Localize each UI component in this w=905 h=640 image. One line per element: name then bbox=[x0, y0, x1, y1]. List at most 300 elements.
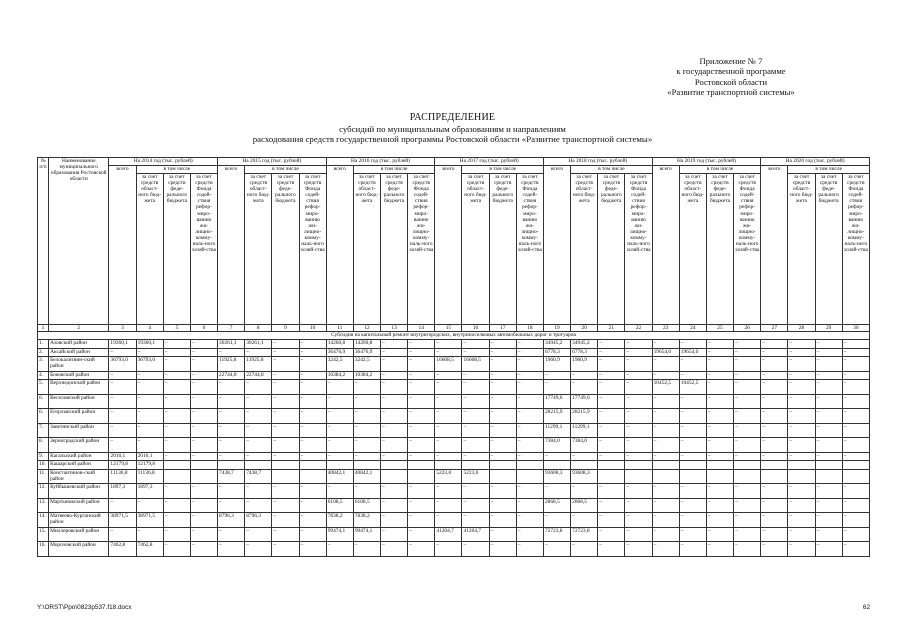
table-cell: – bbox=[353, 484, 380, 499]
table-cell: – bbox=[381, 348, 408, 357]
table-cell: – bbox=[381, 394, 408, 409]
table-cell: – bbox=[489, 371, 516, 380]
table-cell: – bbox=[299, 542, 326, 557]
table-cell: 38971,5 bbox=[109, 513, 136, 528]
table-cell bbox=[435, 461, 462, 470]
table-cell: – bbox=[353, 452, 380, 461]
table-cell: – bbox=[435, 394, 462, 409]
table-cell: – bbox=[625, 394, 652, 409]
table-cell: – bbox=[435, 371, 462, 380]
table-cell: – bbox=[598, 380, 625, 395]
table-cell: – bbox=[571, 513, 598, 528]
table-cell: – bbox=[652, 452, 679, 461]
table-cell: – bbox=[218, 348, 245, 357]
table-cell bbox=[598, 469, 625, 484]
table-cell: – bbox=[109, 409, 136, 424]
table-cell: – bbox=[136, 423, 163, 438]
table-cell: 2016,1 bbox=[136, 452, 163, 461]
table-cell: – bbox=[625, 348, 652, 357]
table-cell: – bbox=[245, 380, 272, 395]
table-cell: – bbox=[598, 394, 625, 409]
table-cell: – bbox=[788, 542, 815, 557]
table-cell: – bbox=[734, 380, 761, 395]
table-cell: – bbox=[815, 438, 842, 453]
table-cell: 19360,1 bbox=[136, 340, 163, 349]
table-cell bbox=[625, 469, 652, 484]
table-cell bbox=[788, 461, 815, 470]
table-cell: – bbox=[652, 438, 679, 453]
table-cell: – bbox=[408, 340, 435, 349]
table-cell: – bbox=[408, 498, 435, 513]
table-cell: 99474,1 bbox=[353, 527, 380, 542]
table-cell bbox=[598, 461, 625, 470]
row-number: 7. bbox=[38, 423, 49, 438]
table-cell: 10452,5 bbox=[679, 380, 706, 395]
table-cell: – bbox=[381, 527, 408, 542]
table-cell: – bbox=[489, 513, 516, 528]
column-number: 8 bbox=[245, 325, 272, 332]
table-cell: 22744,8 bbox=[245, 371, 272, 380]
table-cell: – bbox=[408, 542, 435, 557]
table-cell: 28215,9 bbox=[571, 409, 598, 424]
header-sub-regional: за счет средств област-ного бюд-жета bbox=[788, 174, 815, 325]
table-cell: 10452,5 bbox=[652, 380, 679, 395]
municipality-name: Морозовский район bbox=[49, 542, 109, 557]
table-cell: – bbox=[245, 409, 272, 424]
table-cell: – bbox=[109, 394, 136, 409]
table-cell: – bbox=[815, 542, 842, 557]
table-cell bbox=[190, 469, 217, 484]
table-cell bbox=[679, 469, 706, 484]
table-cell: 1960,9 bbox=[543, 357, 570, 372]
page-number: 62 bbox=[862, 604, 870, 611]
table-cell: 6108,5 bbox=[353, 498, 380, 513]
table-cell: 28215,9 bbox=[543, 409, 570, 424]
table-cell: – bbox=[625, 513, 652, 528]
table-cell: 6108,5 bbox=[326, 498, 353, 513]
table-cell: – bbox=[299, 438, 326, 453]
table-cell: 14260,8 bbox=[353, 340, 380, 349]
table-cell: – bbox=[326, 394, 353, 409]
table-cell: – bbox=[706, 542, 733, 557]
table-cell: – bbox=[381, 452, 408, 461]
table-cell: 7438,7 bbox=[245, 469, 272, 484]
table-cell: – bbox=[679, 513, 706, 528]
table-cell: – bbox=[462, 513, 489, 528]
column-number: 14 bbox=[408, 325, 435, 332]
table-cell: – bbox=[326, 380, 353, 395]
table-cell: – bbox=[842, 380, 869, 395]
table-cell: – bbox=[706, 357, 733, 372]
municipality-name: Кагальский район bbox=[49, 452, 109, 461]
table-cell: – bbox=[435, 423, 462, 438]
header-total: всего bbox=[652, 166, 679, 325]
table-cell: – bbox=[815, 452, 842, 461]
table-cell: – bbox=[761, 409, 788, 424]
table-cell: – bbox=[462, 348, 489, 357]
row-number: 13. bbox=[38, 498, 49, 513]
column-number: 4 bbox=[136, 325, 163, 332]
table-cell: – bbox=[761, 357, 788, 372]
municipality-name: Зерноградский район bbox=[49, 438, 109, 453]
table-cell: – bbox=[435, 498, 462, 513]
table-cell: – bbox=[815, 423, 842, 438]
row-number: 14. bbox=[38, 513, 49, 528]
row-number: 3. bbox=[38, 357, 49, 372]
table-cell: – bbox=[625, 484, 652, 499]
table-cell: – bbox=[625, 542, 652, 557]
table-cell: – bbox=[462, 409, 489, 424]
table-cell: – bbox=[815, 371, 842, 380]
header-sub-federal: за счет средств феде-рального бюджета bbox=[381, 174, 408, 325]
table-cell: – bbox=[625, 409, 652, 424]
table-cell: 30261,1 bbox=[245, 340, 272, 349]
table-cell bbox=[706, 469, 733, 484]
header-year: На 2014 год (тыс. рублей) bbox=[109, 158, 218, 166]
table-cell: – bbox=[435, 340, 462, 349]
table-cell: – bbox=[788, 409, 815, 424]
table-row bbox=[38, 371, 870, 380]
column-number: 12 bbox=[353, 325, 380, 332]
table-cell: – bbox=[381, 371, 408, 380]
table-cell bbox=[299, 461, 326, 470]
table-cell: – bbox=[190, 409, 217, 424]
column-number: 27 bbox=[761, 325, 788, 332]
column-number: 26 bbox=[734, 325, 761, 332]
table-cell bbox=[381, 461, 408, 470]
table-cell: – bbox=[163, 498, 190, 513]
table-cell: – bbox=[299, 498, 326, 513]
table-cell: – bbox=[788, 484, 815, 499]
table-cell: – bbox=[761, 513, 788, 528]
table-cell: 6778,3 bbox=[571, 348, 598, 357]
table-cell: 2868,5 bbox=[571, 498, 598, 513]
table-cell: – bbox=[109, 527, 136, 542]
table-cell: 11925,8 bbox=[245, 357, 272, 372]
table-cell: – bbox=[679, 394, 706, 409]
table-row bbox=[38, 423, 870, 438]
table-cell: – bbox=[326, 409, 353, 424]
table-cell: 1897,3 bbox=[136, 484, 163, 499]
table-cell: – bbox=[598, 348, 625, 357]
table-cell: – bbox=[598, 340, 625, 349]
table-cell: – bbox=[761, 380, 788, 395]
table-cell: – bbox=[489, 527, 516, 542]
table-cell: – bbox=[625, 423, 652, 438]
header-sub-fund: за счет средств Фонда содей-ствия рефор-миро-ванию жи-лищно-комму-наль-ного хозяй-ства bbox=[625, 174, 652, 325]
table-cell: – bbox=[245, 542, 272, 557]
title-heading: РАСПРЕДЕЛЕНИЕ bbox=[409, 112, 496, 123]
table-cell: 17749,6 bbox=[571, 394, 598, 409]
table-cell: – bbox=[706, 498, 733, 513]
table-cell bbox=[163, 469, 190, 484]
table-cell: – bbox=[163, 438, 190, 453]
column-number: 17 bbox=[489, 325, 516, 332]
table-cell: – bbox=[516, 438, 543, 453]
municipality-name: Миллеровский район bbox=[49, 527, 109, 542]
table-cell: – bbox=[652, 423, 679, 438]
table-cell: 40842,1 bbox=[353, 469, 380, 484]
table-cell: – bbox=[516, 357, 543, 372]
table-cell: – bbox=[761, 394, 788, 409]
header-total: всего bbox=[218, 166, 245, 325]
table-cell bbox=[245, 461, 272, 470]
table-cell: – bbox=[571, 484, 598, 499]
column-number: 19 bbox=[543, 325, 570, 332]
table-cell: – bbox=[734, 371, 761, 380]
table-cell: – bbox=[462, 484, 489, 499]
table-cell: – bbox=[761, 527, 788, 542]
table-cell bbox=[408, 461, 435, 470]
table-cell: – bbox=[163, 513, 190, 528]
table-cell: – bbox=[598, 513, 625, 528]
table-cell: – bbox=[652, 542, 679, 557]
table-cell: – bbox=[543, 380, 570, 395]
header-sub-federal: за счет средств феде-рального бюджета bbox=[272, 174, 299, 325]
table-cell: – bbox=[190, 527, 217, 542]
appendix-line: к государственной программе bbox=[676, 66, 786, 77]
header-incl: в том числе bbox=[679, 166, 760, 174]
table-cell bbox=[761, 469, 788, 484]
header-incl: в том числе bbox=[462, 166, 543, 174]
table-cell bbox=[788, 469, 815, 484]
table-cell: 1897,3 bbox=[109, 484, 136, 499]
table-cell: 3242,5 bbox=[326, 357, 353, 372]
header-total: всего bbox=[326, 166, 353, 325]
table-cell: – bbox=[489, 357, 516, 372]
column-number: 2 bbox=[49, 325, 109, 332]
table-cell: – bbox=[598, 371, 625, 380]
table-cell: – bbox=[272, 527, 299, 542]
table-cell: – bbox=[408, 423, 435, 438]
table-cell: – bbox=[408, 357, 435, 372]
table-cell: – bbox=[299, 380, 326, 395]
header-name: Наименование муниципального образования Ростовской области bbox=[49, 158, 109, 325]
table-cell: – bbox=[706, 371, 733, 380]
column-number: 25 bbox=[706, 325, 733, 332]
table-cell: 12179,8 bbox=[109, 461, 136, 470]
table-row bbox=[38, 513, 870, 528]
header-sub-federal: за счет средств феде-рального бюджета bbox=[706, 174, 733, 325]
table-cell: 11299,1 bbox=[571, 423, 598, 438]
table-cell: – bbox=[516, 498, 543, 513]
table-cell: – bbox=[761, 371, 788, 380]
table-cell bbox=[761, 461, 788, 470]
column-number: 13 bbox=[381, 325, 408, 332]
table-cell: – bbox=[734, 498, 761, 513]
municipality-name: Куйбышевский район bbox=[49, 484, 109, 499]
table-cell: – bbox=[598, 542, 625, 557]
table-cell: – bbox=[326, 423, 353, 438]
table-row bbox=[38, 461, 870, 470]
table-cell: – bbox=[571, 452, 598, 461]
table-cell: – bbox=[462, 438, 489, 453]
table-row bbox=[38, 484, 870, 499]
header-total: всего bbox=[761, 166, 788, 325]
table-cell: – bbox=[679, 452, 706, 461]
municipality-name: Верхнедонской район bbox=[49, 380, 109, 395]
table-cell bbox=[516, 469, 543, 484]
table-cell: – bbox=[652, 484, 679, 499]
table-cell: – bbox=[625, 527, 652, 542]
table-row bbox=[38, 394, 870, 409]
table-cell: 72723,8 bbox=[543, 527, 570, 542]
table-cell: – bbox=[299, 409, 326, 424]
file-path: Y:\ORST\Ppo\0823p537.f18.docx bbox=[37, 604, 132, 611]
table-cell: – bbox=[761, 340, 788, 349]
table-cell: – bbox=[842, 527, 869, 542]
table-cell: 19654,0 bbox=[679, 348, 706, 357]
table-cell: 8796,3 bbox=[245, 513, 272, 528]
column-number: 23 bbox=[652, 325, 679, 332]
table-cell: – bbox=[625, 340, 652, 349]
table-cell: – bbox=[163, 423, 190, 438]
table-cell: 11925,8 bbox=[218, 357, 245, 372]
table-cell: 7462,8 bbox=[136, 542, 163, 557]
table-cell: – bbox=[462, 423, 489, 438]
municipality-name: Азовский район bbox=[49, 340, 109, 349]
table-row bbox=[38, 357, 870, 372]
title-subheading: расходования средств государственной программы Ростовской области «Развитие транспортной системы» bbox=[252, 134, 653, 145]
table-cell: – bbox=[272, 484, 299, 499]
table-cell: 93608,3 bbox=[543, 469, 570, 484]
table-cell: – bbox=[788, 423, 815, 438]
header-sub-regional: за счет средств област-ного бюд-жета bbox=[571, 174, 598, 325]
table-cell: – bbox=[163, 380, 190, 395]
table-cell: 5223,0 bbox=[462, 469, 489, 484]
municipality-name: Мартыновский район bbox=[49, 498, 109, 513]
table-cell: 34945,2 bbox=[543, 340, 570, 349]
table-row bbox=[38, 527, 870, 542]
table-cell bbox=[543, 461, 570, 470]
table-cell: – bbox=[218, 452, 245, 461]
header-incl: в том числе bbox=[353, 166, 434, 174]
header-incl: в том числе bbox=[788, 166, 870, 174]
table-cell: – bbox=[734, 527, 761, 542]
table-cell: – bbox=[788, 513, 815, 528]
table-cell bbox=[381, 469, 408, 484]
table-cell bbox=[571, 461, 598, 470]
table-cell: 10384,2 bbox=[353, 371, 380, 380]
table-cell: 93608,3 bbox=[571, 469, 598, 484]
table-cell: – bbox=[598, 438, 625, 453]
table-row bbox=[38, 409, 870, 424]
municipality-name: Боковский район bbox=[49, 371, 109, 380]
table-cell: – bbox=[815, 357, 842, 372]
table-cell: – bbox=[516, 380, 543, 395]
appendix-line: «Развитие транспортной системы» bbox=[667, 87, 795, 98]
table-cell: 11299,1 bbox=[543, 423, 570, 438]
row-number: 11. bbox=[38, 469, 49, 484]
table-cell bbox=[272, 461, 299, 470]
table-cell: – bbox=[489, 498, 516, 513]
table-cell bbox=[163, 461, 190, 470]
table-cell: – bbox=[516, 340, 543, 349]
table-cell: – bbox=[679, 484, 706, 499]
table-cell: – bbox=[842, 484, 869, 499]
table-cell: – bbox=[516, 371, 543, 380]
table-cell: – bbox=[245, 452, 272, 461]
table-cell: – bbox=[734, 423, 761, 438]
table-cell bbox=[815, 469, 842, 484]
table-cell: 6778,3 bbox=[543, 348, 570, 357]
table-cell: – bbox=[761, 452, 788, 461]
table-cell bbox=[625, 461, 652, 470]
column-number: 21 bbox=[598, 325, 625, 332]
table-cell: – bbox=[408, 438, 435, 453]
header-sub-regional: за счет средств област-ного бюд-жета bbox=[245, 174, 272, 325]
table-cell: – bbox=[353, 423, 380, 438]
table-cell: – bbox=[625, 357, 652, 372]
table-cell: – bbox=[543, 542, 570, 557]
row-number: 6. bbox=[38, 409, 49, 424]
header-sub-fund: за счет средств Фонда содей-ствия рефор-миро-ванию жи-лищно-комму-наль-ного хозяй-ства bbox=[842, 174, 869, 325]
table-cell: – bbox=[218, 498, 245, 513]
table-cell: 22744,8 bbox=[218, 371, 245, 380]
header-total: всего bbox=[109, 166, 136, 325]
table-cell: – bbox=[571, 371, 598, 380]
header-total: всего bbox=[543, 166, 570, 325]
municipality-name: Аксайский район bbox=[49, 348, 109, 357]
table-cell: – bbox=[489, 484, 516, 499]
table-cell: – bbox=[408, 513, 435, 528]
municipality-name: Белокалитвин-ский район bbox=[49, 357, 109, 372]
header-sub-federal: за счет средств феде-рального бюджета bbox=[163, 174, 190, 325]
table-cell: – bbox=[842, 542, 869, 557]
header-year: На 2017 год (тыс. рублей) bbox=[435, 158, 544, 166]
table-cell: – bbox=[408, 371, 435, 380]
table-cell: – bbox=[706, 348, 733, 357]
table-row bbox=[38, 380, 870, 395]
row-number: 12. bbox=[38, 484, 49, 499]
table-cell bbox=[353, 461, 380, 470]
table-cell: – bbox=[299, 340, 326, 349]
column-number: 3 bbox=[109, 325, 136, 332]
table-cell: – bbox=[625, 438, 652, 453]
table-cell: – bbox=[543, 484, 570, 499]
table-cell: 14260,8 bbox=[326, 340, 353, 349]
table-row bbox=[38, 452, 870, 461]
table-cell: 38971,5 bbox=[136, 513, 163, 528]
table-cell: – bbox=[679, 438, 706, 453]
table-cell: 36476,9 bbox=[326, 348, 353, 357]
table-cell: – bbox=[435, 452, 462, 461]
table-cell: – bbox=[272, 380, 299, 395]
table-cell: – bbox=[706, 513, 733, 528]
header-sub-fund: за счет средств Фонда содей-ствия рефор-миро-ванию жи-лищно-комму-наль-ного хозяй-ства bbox=[516, 174, 543, 325]
header-sub-fund: за счет средств Фонда содей-ствия рефор-миро-ванию жи-лищно-комму-наль-ного хозяй-ства bbox=[190, 174, 217, 325]
table-cell: – bbox=[598, 498, 625, 513]
table-cell: – bbox=[381, 357, 408, 372]
header-sub-regional: за счет средств област-ного бюд-жета bbox=[136, 174, 163, 325]
table-cell: 11136,8 bbox=[136, 469, 163, 484]
table-cell: – bbox=[190, 484, 217, 499]
table-cell: – bbox=[245, 484, 272, 499]
table-cell: – bbox=[326, 438, 353, 453]
table-cell: – bbox=[435, 513, 462, 528]
table-cell: – bbox=[381, 484, 408, 499]
table-cell: – bbox=[706, 527, 733, 542]
table-cell: 16608,5 bbox=[435, 357, 462, 372]
column-number: 5 bbox=[163, 325, 190, 332]
table-cell: – bbox=[516, 348, 543, 357]
table-cell: – bbox=[788, 340, 815, 349]
table-cell: – bbox=[136, 371, 163, 380]
table-cell bbox=[734, 461, 761, 470]
table-cell bbox=[652, 461, 679, 470]
table-cell: – bbox=[218, 409, 245, 424]
table-cell: – bbox=[272, 409, 299, 424]
